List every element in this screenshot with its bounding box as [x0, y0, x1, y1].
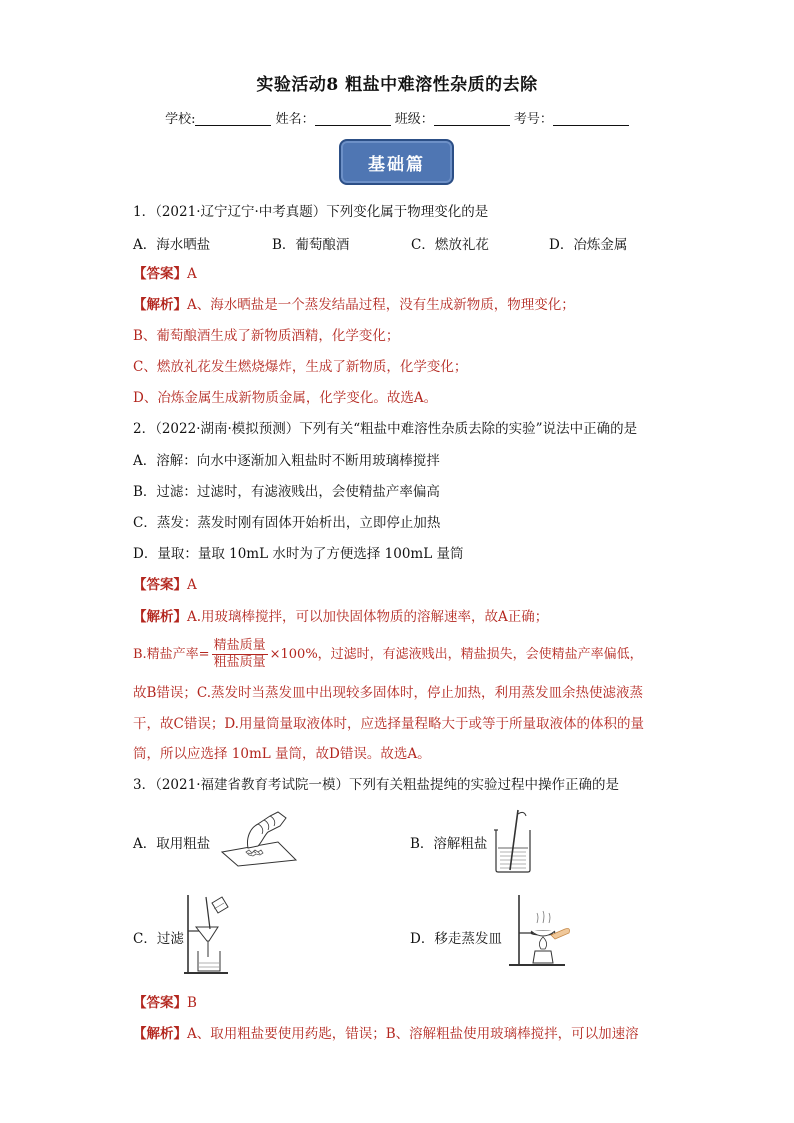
- fraction-numerator: 精盐质量: [213, 638, 266, 653]
- q1-stem: 1．（2021·辽宁辽宁·中考真题）下列变化属于物理变化的是: [133, 204, 489, 220]
- q3-option-b: B．溶解粗盐: [410, 836, 488, 852]
- q2-analysis-line: 干，故C错误；D.用量筒量取液体时，应选择量程略大于或等于所量取液体的体积的量: [133, 716, 644, 732]
- q2-stem: 2．（2022·湖南·模拟预测）下列有关“粗盐中难溶性杂质去除的实验”说法中正确的是: [133, 421, 638, 437]
- yield-fraction: [212, 638, 268, 671]
- q2-analysis-line: 故B错误；C.蒸发时当蒸发皿中出现较多固体时，停止加热，利用蒸发皿余热使滤液蒸: [133, 685, 644, 701]
- q3-answer: [133, 993, 197, 1013]
- analysis-label: 【解析】: [133, 1026, 187, 1042]
- q3-option-d: D．移走蒸发皿: [410, 931, 502, 947]
- analysis-label: 【解析】: [133, 609, 187, 625]
- q2-analysis-line: [133, 607, 548, 627]
- q1-answer: [133, 264, 197, 284]
- filtration-figure: [184, 893, 232, 977]
- formula-suffix: ×100%，过滤时，有滤液贱出，精盐损失，会使精盐产率偏低，: [269, 647, 643, 662]
- school-label: 学校:: [165, 112, 196, 127]
- q1-analysis-line: [133, 295, 575, 315]
- fraction-denominator: 粗盐质量: [213, 655, 266, 670]
- analysis-text: A、海水晒盐是一个蒸发结晶过程，没有生成新物质，物理变化；: [187, 297, 575, 313]
- answer-label: 【答案】: [133, 995, 187, 1011]
- q1-analysis-line: B、葡萄酿酒生成了新物质酒精，化学变化；: [133, 328, 400, 344]
- number-label: 考号：: [513, 112, 553, 127]
- q1-option-d: D．冶炼金属: [549, 237, 628, 253]
- page-title: 实验活动8 粗盐中难溶性杂质的去除: [256, 75, 538, 95]
- q1-analysis-line: D、冶炼金属生成新物质金属，化学变化。故选A。: [133, 390, 438, 406]
- q2-answer: [133, 575, 197, 595]
- school-blank[interactable]: [195, 111, 271, 126]
- take-salt-figure: [218, 808, 300, 868]
- answer-value: A: [187, 266, 197, 282]
- student-info-line: [0, 108, 794, 127]
- q2-option-c: C．蒸发：蒸发时刚有固体开始析出，立即停止加热: [133, 515, 441, 531]
- number-blank[interactable]: [553, 111, 629, 126]
- evaporating-dish-figure: [505, 893, 571, 969]
- answer-label: 【答案】: [133, 266, 187, 282]
- q1-option-c: C．燃放礼花: [411, 237, 489, 253]
- answer-value: B: [187, 995, 197, 1011]
- class-label: 班级：: [394, 112, 434, 127]
- q1-option-a: A．海水晒盐: [133, 237, 211, 253]
- q2-option-b: B．过滤：过滤时，有滤液贱出，会使精盐产率偏高: [133, 484, 440, 500]
- q1-option-b: B．葡萄酿酒: [272, 237, 350, 253]
- analysis-text: A.用玻璃棒搅拌，可以加快固体物质的溶解速率，故A正确；: [187, 609, 549, 625]
- q2-option-d: D．量取：量取 10mL 水时为了方便选择 100mL 量筒: [133, 546, 464, 562]
- q1-analysis-line: C、燃放礼花发生燃烧爆炸，生成了新物质，化学变化；: [133, 359, 468, 375]
- q3-option-a: A．取用粗盐: [133, 836, 211, 852]
- name-label: 姓名：: [275, 112, 315, 127]
- name-blank[interactable]: [315, 111, 391, 126]
- dissolve-salt-figure: [492, 808, 534, 874]
- analysis-label: 【解析】: [133, 297, 187, 313]
- q2-analysis-line: 筒，所以应选择 10mL 量筒，故D错误。故选A。: [133, 746, 431, 762]
- answer-label: 【答案】: [133, 577, 187, 593]
- q2-formula-line: [133, 636, 643, 674]
- answer-value: A: [187, 577, 197, 593]
- q2-option-a: A．溶解：向水中逐渐加入粗盐时不断用玻璃棒搅拌: [133, 453, 440, 469]
- q3-stem: 3．（2021·福建省教育考试院一模）下列有关粗盐提纯的实验过程中操作正确的是: [133, 777, 619, 793]
- formula-prefix: B.精盐产率=: [133, 647, 210, 662]
- q3-analysis-line: [133, 1024, 639, 1044]
- class-blank[interactable]: [434, 111, 510, 126]
- section-banner: 基础篇: [339, 139, 454, 185]
- q3-option-c: C．过滤: [133, 931, 184, 947]
- analysis-text: A、取用粗盐要使用药匙，错误；B、溶解粗盐使用玻璃棒搅拌，可以加速溶: [187, 1026, 639, 1042]
